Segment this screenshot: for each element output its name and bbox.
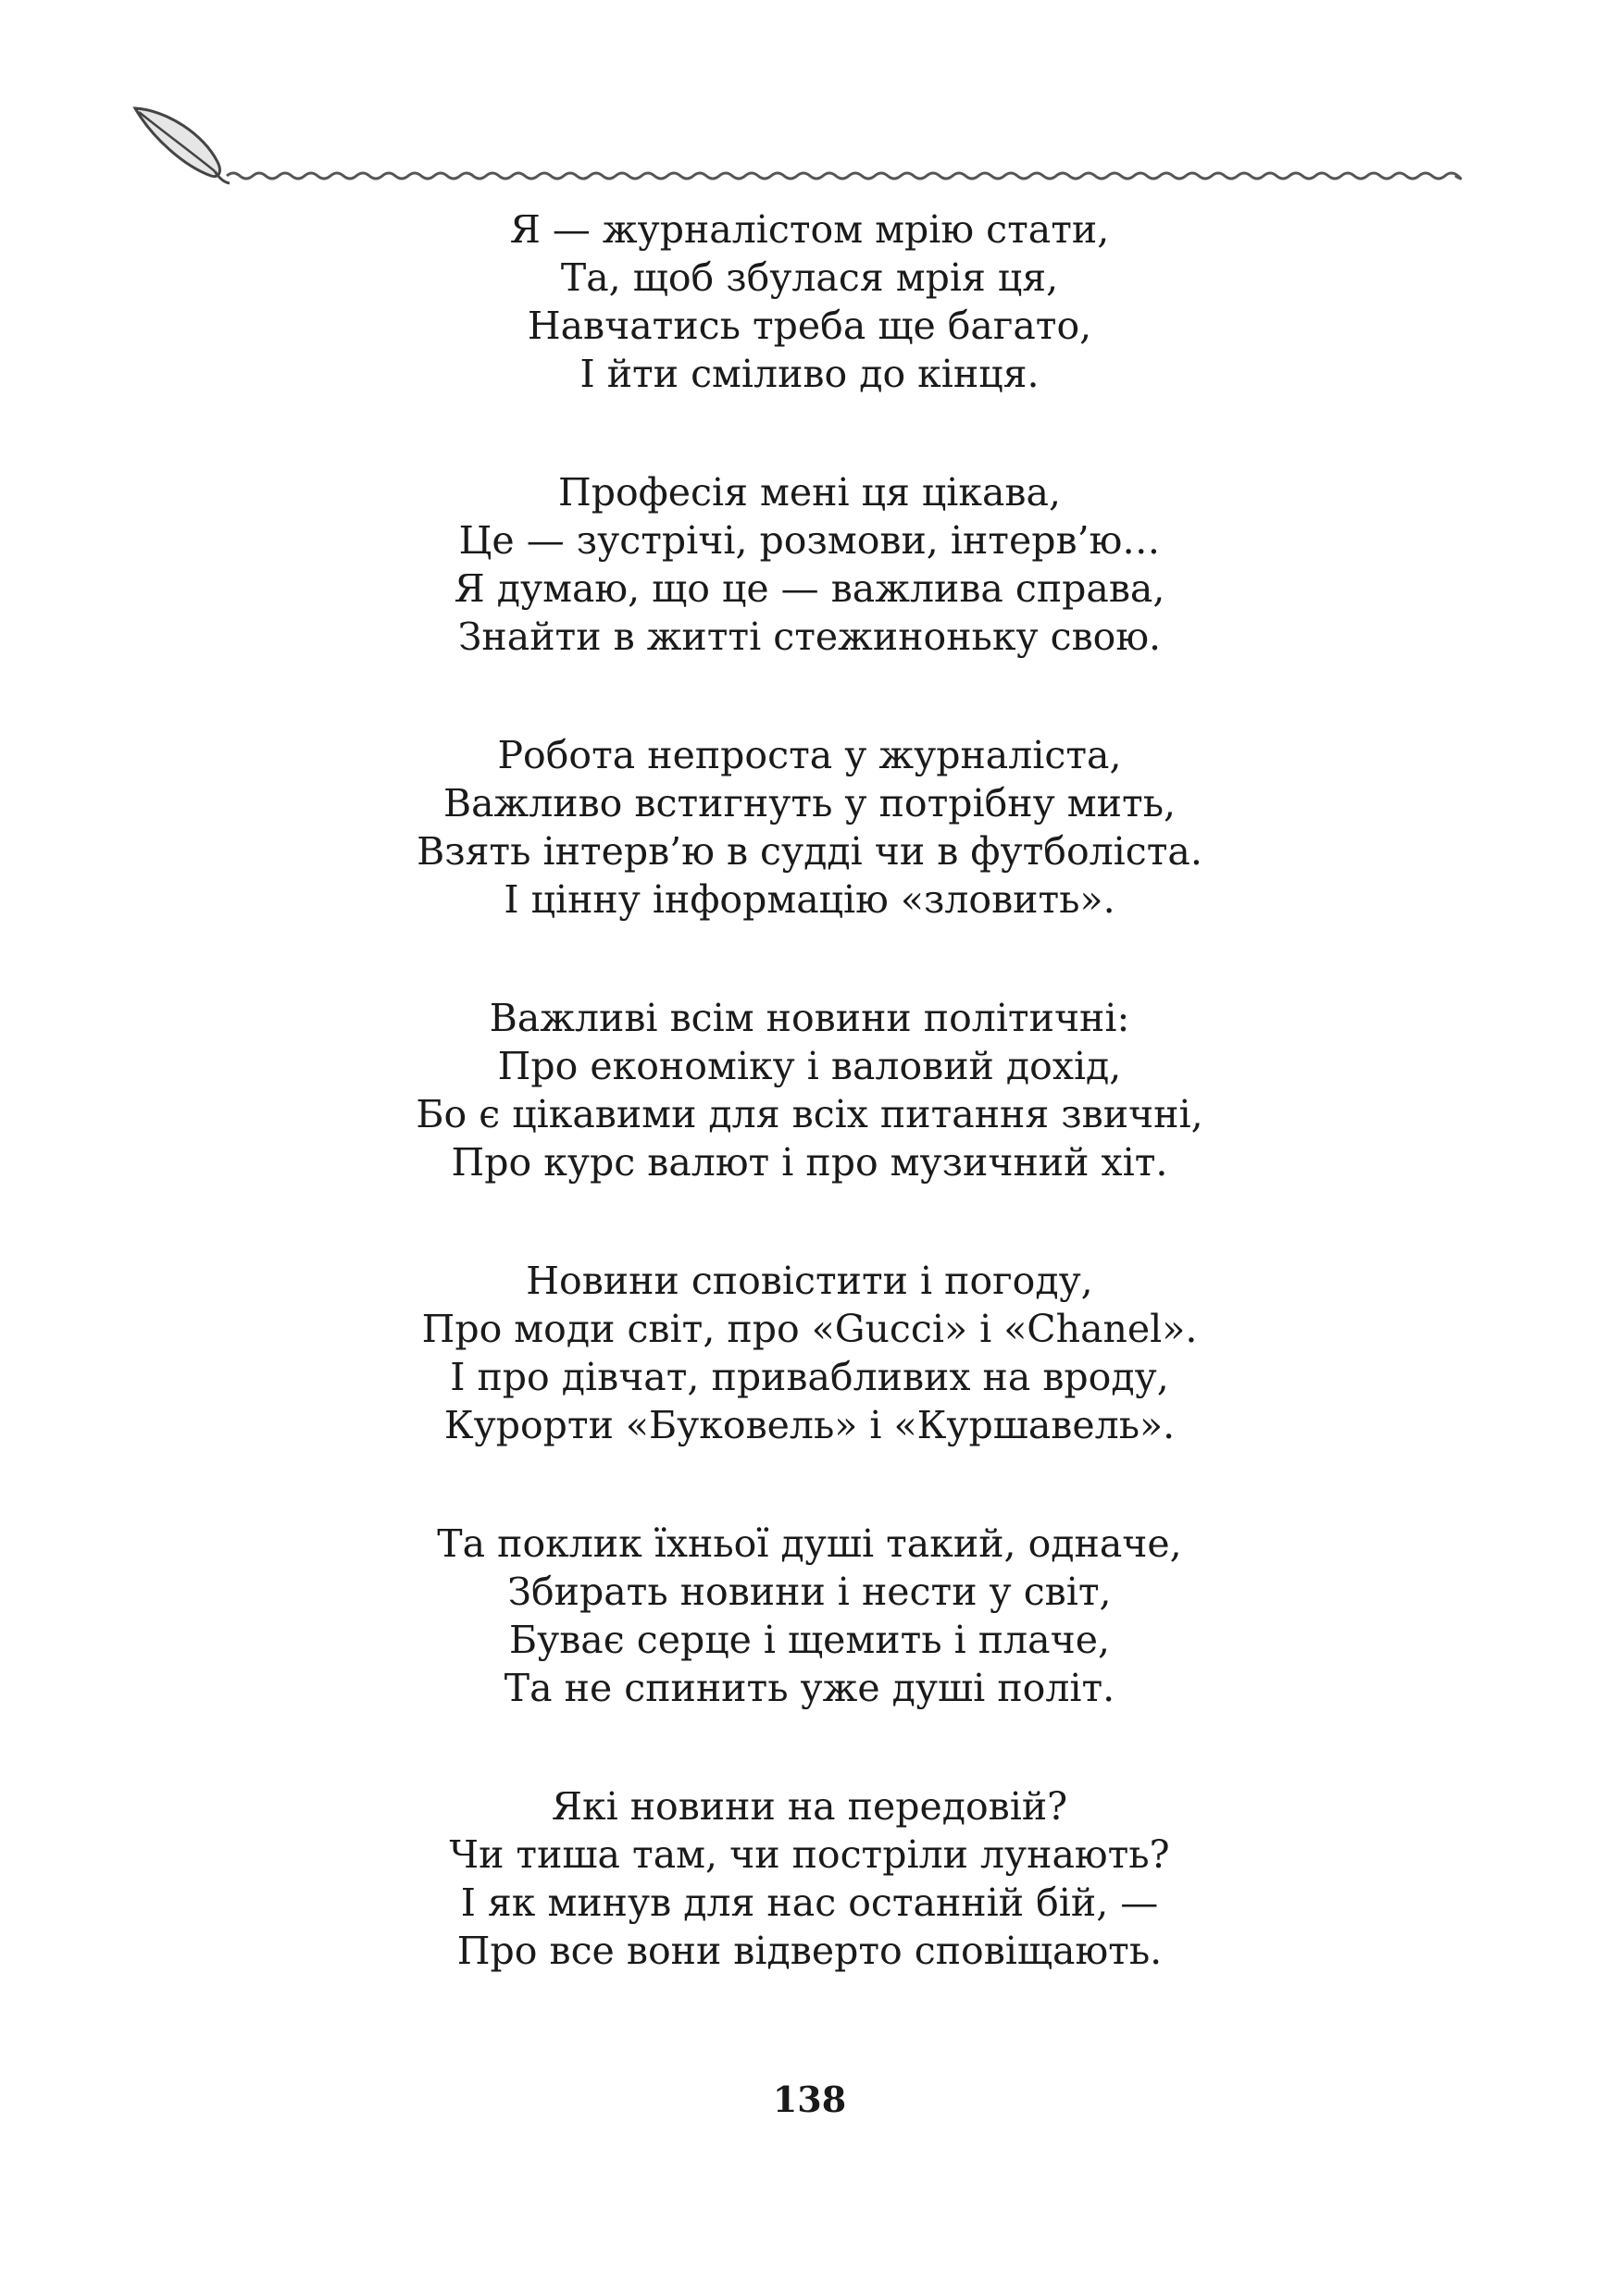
stanza [0,994,1619,1186]
poem-line: Про все вони відверто сповіщають. [456,1929,1163,1973]
poem-line: Про економіку і валовий дохід, [497,1044,1122,1088]
poem-line: Я — журналістом мрію стати, [509,207,1110,252]
stanza [0,468,1619,661]
poem-line: Знайти в житті стежиноньку свою. [457,614,1162,659]
poem-line: Робота непроста у журналіста, [497,733,1122,777]
poem-line: Важливо встигнуть у потрібну мить, [442,781,1177,825]
stanza [0,1782,1619,1975]
stanza [0,1257,1619,1449]
feather-quill-icon [135,108,230,183]
poem-line: Курорти «Буковель» і «Куршавель». [443,1403,1176,1447]
poem-line: Та не спинить уже душі політ. [504,1666,1115,1710]
poem-line: І йти сміливо до кінця. [579,352,1040,396]
poem-line: І цінну інформацію «зловить». [504,877,1115,922]
poem-line: Про моди світ, про «Gucci» і «Chanel». [421,1307,1198,1351]
poem-line: Чи тиша там, чи постріли лунають? [449,1832,1170,1877]
stanza [0,731,1619,924]
poem [0,205,1619,2045]
poem-line: Важливі всім новини політичні: [489,996,1130,1040]
poem-line: Професія мені ця цікава, [557,470,1061,515]
poem-line: І як минув для нас останній бій, — [460,1880,1159,1925]
poem-line: Навчатись треба ще багато, [527,304,1092,348]
poem-line: Я думаю, що це — важлива справа, [454,566,1165,611]
poem-line: Це — зустрічі, розмови, інтерв’ю… [458,518,1161,563]
poem-line: Та поклик їхньої душі такий, одначе, [437,1521,1182,1566]
poem-line: Збирать новини і нести у світ, [507,1570,1112,1614]
poem-line: Бо є цікавими для всіх питання звичні, [416,1092,1203,1136]
poem-line: Взять інтерв’ю в судді чи в футболіста. [417,829,1202,874]
poem-line: Які новини на передовій? [551,1784,1068,1829]
poem-line: Новини сповістити і погоду, [526,1259,1093,1303]
poem-line: Про курс валют і про музичний хіт. [451,1140,1168,1185]
poem-line: Та, щоб збулася мрія ця, [560,255,1059,300]
stanza [0,1520,1619,1712]
wavy-divider-line [227,173,1461,179]
stanza [0,205,1619,398]
poem-line: Буває серце і щемить і плаче, [508,1618,1111,1662]
header-ornament [130,97,1463,199]
poem-line: І про дівчат, привабливих на вроду, [450,1355,1169,1399]
page-number: 138 [772,2079,847,2120]
